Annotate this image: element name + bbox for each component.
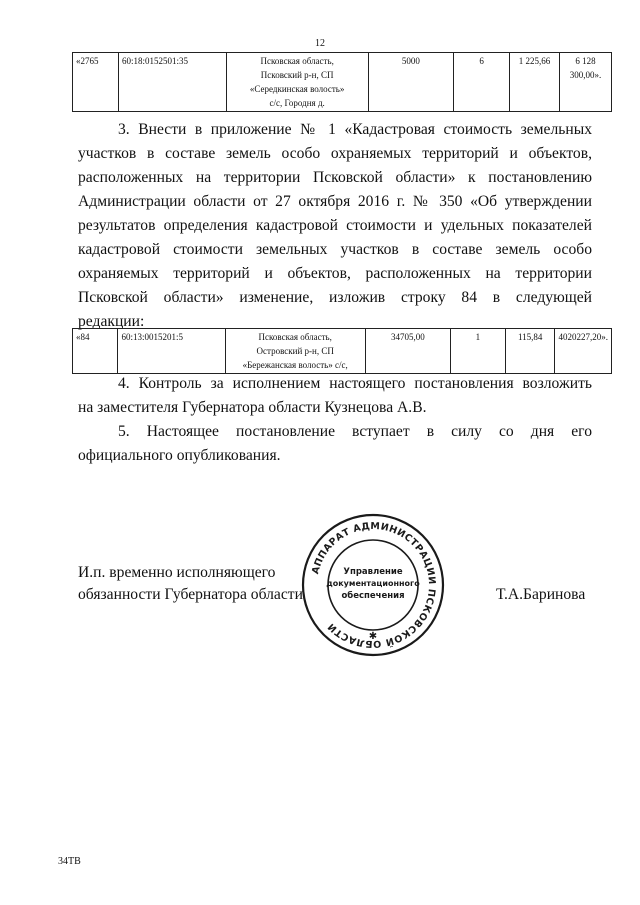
signatory-title-line: обязанности Губернатора области <box>78 586 303 603</box>
specific-value-cell: 1 225,66 <box>510 53 560 112</box>
address-line: Островский р-н, СП <box>256 346 334 356</box>
cadastral-value-cell: 4020227,20». <box>555 329 612 374</box>
paragraph-line: кадастровой стоимости земельных участков в составе земель особо <box>78 241 592 258</box>
address-line: Псковская область, <box>258 332 332 342</box>
signatory-name: Т.А.Баринова <box>496 586 586 603</box>
specific-value-cell: 115,84 <box>505 329 555 374</box>
paragraph-line: на заместителя Губернатора области Кузнецова А.В. <box>78 399 427 416</box>
seal-center-line: Управление <box>343 567 403 577</box>
signatory-title-line: И.п. временно исполняющего <box>78 564 276 581</box>
signatory-title <box>78 562 303 606</box>
address-line: Псковский р-н, СП <box>260 70 334 80</box>
address-line: Псковская область, <box>260 56 334 66</box>
cadastral-number-cell: 60:13:0015201:5 <box>118 329 225 374</box>
table-row <box>73 329 612 374</box>
address-line: «Середкинская волость» <box>249 84 345 94</box>
cadastral-table-row-2765 <box>72 52 612 112</box>
paragraph-line: участков в составе земель особо охраняемых территорий и объектов, <box>78 145 592 162</box>
row-number-cell: «84 <box>73 329 118 374</box>
paragraph-line: Псковской области» изменение, изложив строку 84 в следующей <box>78 289 592 306</box>
cadastral-table-row-84 <box>72 328 612 374</box>
seal-center-line: документационного <box>326 579 420 588</box>
paragraph-4 <box>78 372 592 420</box>
page-number: 12 <box>315 38 325 49</box>
cadastral-number-cell: 60:18:0152501:35 <box>118 53 226 112</box>
seal-ring-text: АППАРАТ АДМИНИСТРАЦИИ ПСКОВСКОЙ ОБЛАСТИ <box>310 520 438 650</box>
paragraph-5 <box>78 420 592 468</box>
address-line: с/с, Городня д. <box>269 98 325 108</box>
address-cell <box>225 329 365 374</box>
official-seal-stamp <box>300 512 446 658</box>
address-line: «Бережанская волость» с/с, <box>242 360 348 370</box>
paragraph-3 <box>78 118 592 334</box>
cadastral-value-cell: 6 128 300,00». <box>560 53 612 112</box>
paragraph-line: охраняемых территорий и объектов, расположенных на территории <box>78 265 592 282</box>
paragraph-line: 5. Настоящее постановление вступает в силу со дня его <box>118 423 592 440</box>
paragraph-line: расположенных на территории Псковской области» к постановлению <box>78 169 592 186</box>
area-cell: 5000 <box>368 53 454 112</box>
row-number-cell: «2765 <box>73 53 119 112</box>
group-cell: 6 <box>454 53 510 112</box>
seal-star-icon: ✱ <box>368 631 378 642</box>
paragraph-line: 3. Внести в приложение № 1 «Кадастровая стоимость земельных <box>118 121 592 138</box>
seal-center-line: обеспечения <box>341 591 405 601</box>
paragraph-line: редакции: <box>78 313 145 330</box>
address-cell <box>226 53 368 112</box>
paragraph-line: 4. Контроль за исполнением настоящего постановления возложить <box>118 375 592 392</box>
table-row <box>73 53 612 112</box>
paragraph-line: результатов определения кадастровой стоимости и удельных показателей <box>78 217 592 234</box>
group-cell: 1 <box>450 329 505 374</box>
document-code: 34ТВ <box>58 856 81 867</box>
area-cell: 34705,00 <box>365 329 450 374</box>
paragraph-line: официального опубликования. <box>78 447 281 464</box>
paragraph-line: Администрации области от 27 октября 2016 г. № 350 «Об утверждении <box>78 193 592 210</box>
